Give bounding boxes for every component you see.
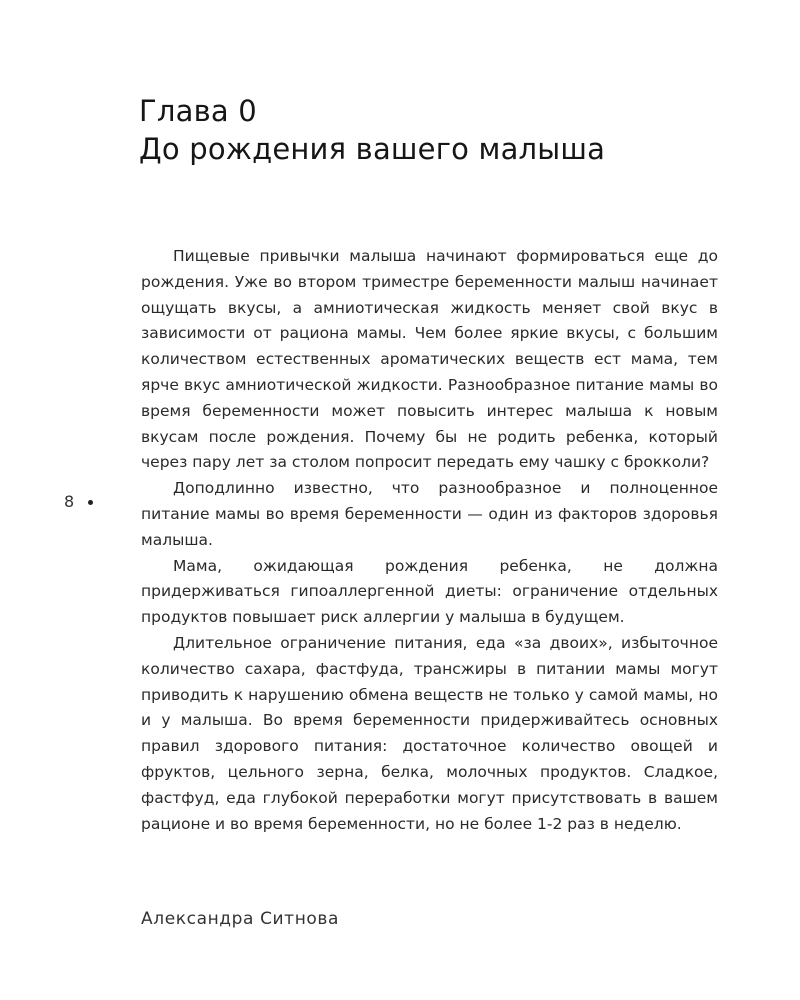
paragraph: Мама, ожидающая рождения ребенка, не должна придерживаться гипоаллергенной диеты: ограничение отдельных продуктов повышает риск аллергии у малыша в будущем. xyxy=(141,556,718,627)
chapter-label: Глава 0 xyxy=(139,94,257,128)
page-marker xyxy=(64,491,93,513)
paragraph: Длительное ограничение питания, еда «за двоих», избыточное количество сахара, фастфуда, трансжиры в питании мамы могут приводить к нарушению обмена веществ не только у самой мамы, но и у малыша. Во время беременности придерживайтесь основных правил здорового питания: достаточное количество овощей и фруктов, цельного зерна, белка, молочных продуктов. Сладкое, фастфуд, еда глубокой переработки могут присутствовать в вашем рационе и во время беременности, но не более 1-2 раз в неделю. xyxy=(141,633,718,833)
paragraph: Пищевые привычки малыша начинают формироваться еще до рождения. Уже во втором триместре беременности малыш начинает ощущать вкусы, а амниотическая жидкость меняет свой вкус в зависимости от рациона мамы. Чем более яркие вкусы, с большим количеством естественных ароматических веществ ест мама, тем ярче вкус амниотической жидкости. Разнообразное питание мамы во время беременности может повысить интерес малыша к новым вкусам после рождения. Почему бы не родить ребенка, который через пару лет за столом попросит передать ему чашку с брокколи? xyxy=(141,247,718,472)
author-name: Александра Ситнова xyxy=(141,909,340,929)
paragraph: Доподлинно известно, что разнообразное и полноценное питание мамы во время беременности — один из факторов здоровья малыша. xyxy=(141,479,718,549)
chapter-title: До рождения вашего малыша xyxy=(139,132,606,166)
page-number: 8 xyxy=(64,492,75,511)
body-text xyxy=(141,244,718,837)
bullet-dot-icon xyxy=(88,500,93,505)
chapter-heading xyxy=(139,92,759,168)
